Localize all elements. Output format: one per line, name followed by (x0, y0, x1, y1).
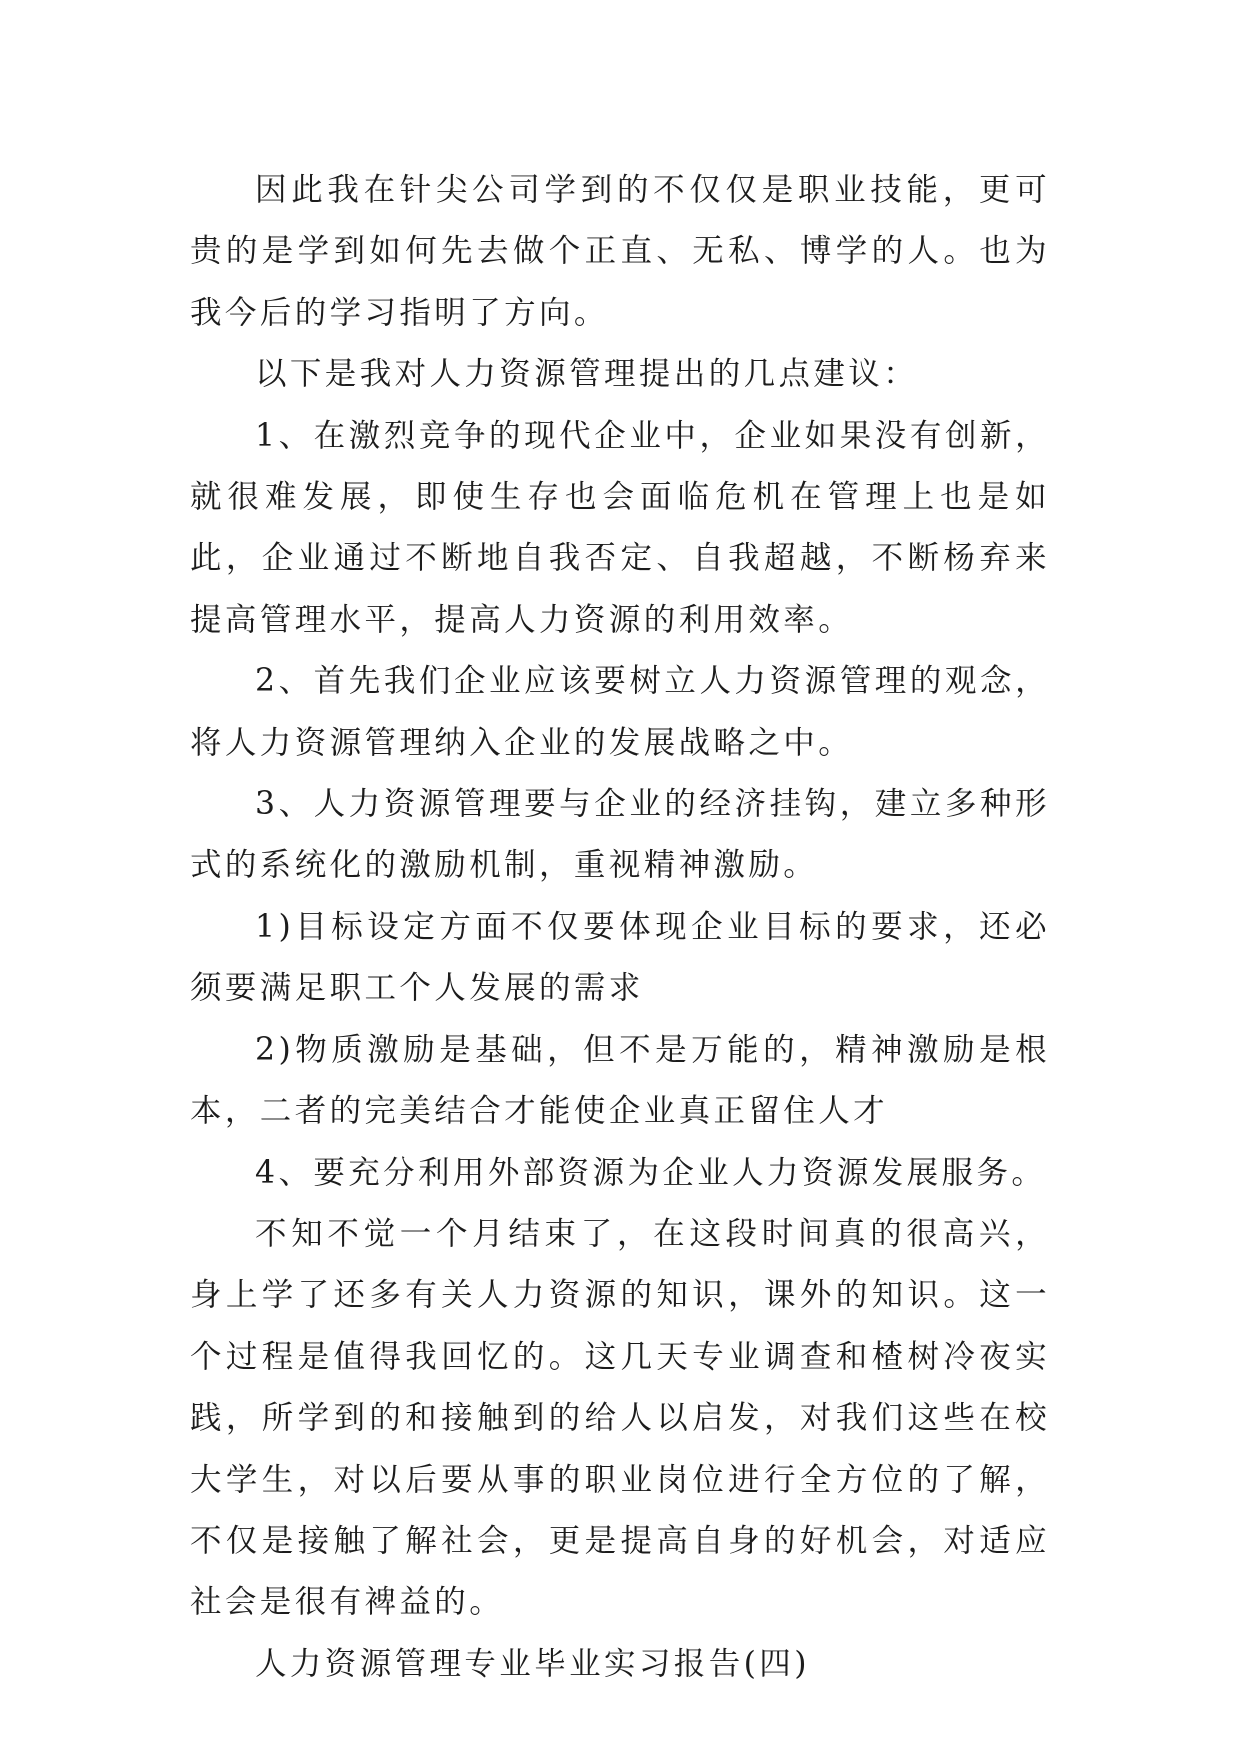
paragraph-suggestion-2: 2、首先我们企业应该要树立人力资源管理的观念，将人力资源管理纳入企业的发展战略之中。 (190, 663, 1050, 761)
paragraph-suggestion-3-sub-1: 1)目标设定方面不仅要体现企业目标的要求，还必须要满足职工个人发展的需求 (190, 908, 1050, 1007)
paragraph-reflection: 不知不觉一个月结束了，在这段时间真的很高兴，身上学了还多有关人力资源的知识，课外的知识。这一个过程是值得我回忆的。这几天专业调查和楂树冷夜实践，所学到的和接触到的给人以启发，对我们这些在校大学生，对以后要从事的职业岗位进行全方位的了解，不仅是接触了解社会，更是提高自身的好机会，对适应社会是很有裨益的。 (190, 1215, 1050, 1621)
paragraph-suggestion-4: 4、要充分利用外部资源为企业人力资源发展服务。 (255, 1154, 1047, 1191)
paragraph-conclusion-learning: 因此我在针尖公司学到的不仅仅是职业技能，更可贵的是学到如何先去做个正直、无私、博学的人。也为我今后的学习指明了方向。 (190, 172, 1050, 331)
paragraph-suggestion-1: 1、在激烈竞争的现代企业中，企业如果没有创新，就很难发展，即使生存也会面临危机在管理上也是如此，企业通过不断地自我否定、自我超越，不断杨弃来提高管理水平，提高人力资源的利用效率。 (190, 417, 1050, 638)
paragraph-suggestion-3-sub-2: 2)物质激励是基础，但不是万能的，精神激励是根本，二者的完美结合才能使企业真正留住人才 (190, 1031, 1050, 1130)
paragraph-suggestion-3: 3、人力资源管理要与企业的经济挂钩，建立多种形式的系统化的激励机制，重视精神激励。 (190, 786, 1050, 884)
document-body (190, 160, 1050, 1695)
paragraph-suggestions-intro: 以下是我对人力资源管理提出的几点建议： (255, 356, 919, 393)
section-title-report-four: 人力资源管理专业毕业实习报告(四) (255, 1645, 810, 1682)
